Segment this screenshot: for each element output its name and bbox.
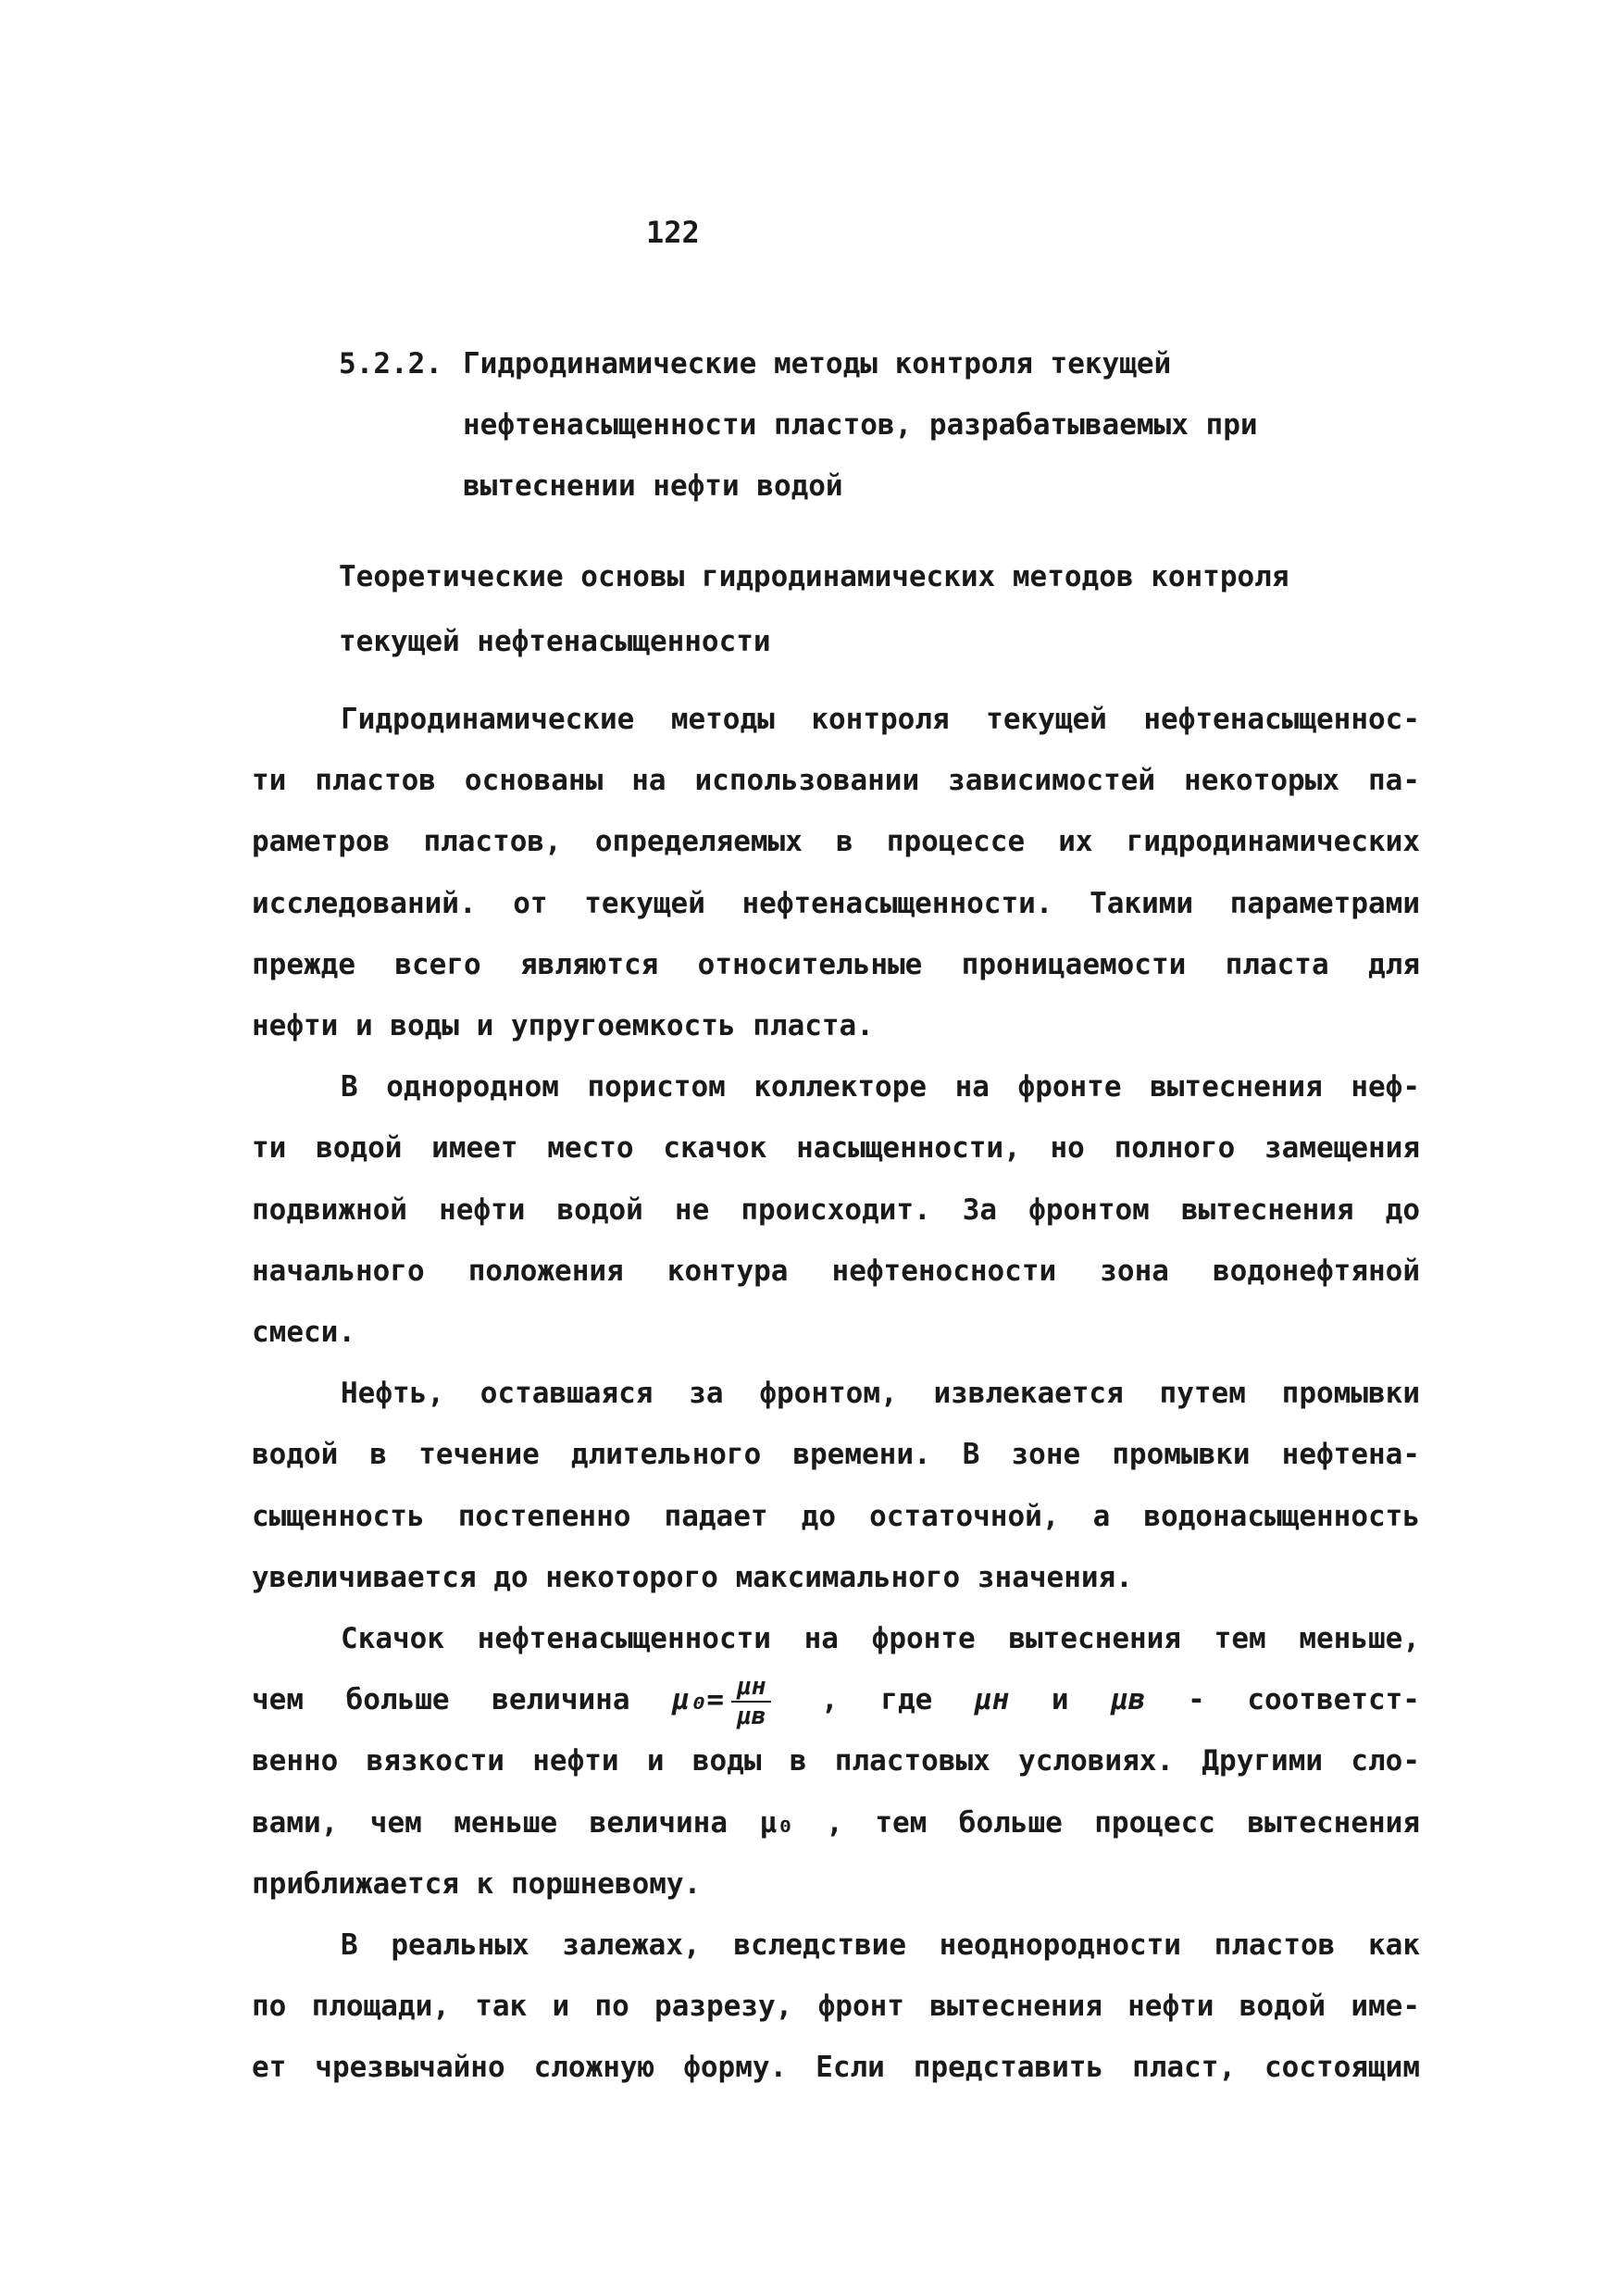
subheading	[339, 544, 1403, 674]
paragraph	[252, 1363, 1420, 1608]
text-line: исследований. от текущей нефтенасыщенности. Такими параметрами	[252, 886, 1420, 920]
paragraph	[252, 1608, 1420, 1915]
text-line: смеси.	[252, 1316, 355, 1350]
formula-fraction	[731, 1673, 771, 1730]
text-line: сыщенность постепенно падает до остаточной, а водонасыщенность	[252, 1499, 1420, 1533]
section-title	[463, 333, 1389, 517]
fraction-denominator: μв	[737, 1702, 766, 1730]
text-line: прежде всего являются относительные проницаемости пласта для	[252, 947, 1420, 981]
fraction-numerator: μн	[731, 1673, 771, 1703]
page-number: 122	[646, 215, 700, 250]
formula-line	[252, 1669, 1420, 1730]
formula-text: чем больше величина	[252, 1683, 630, 1717]
section-title-line: вытеснении нефти водой	[463, 469, 843, 503]
section-number: 5.2.2.	[339, 347, 442, 381]
text-line: Скачок нефтенасыщенности на фронте вытеснения тем меньше,	[341, 1622, 1420, 1656]
subheading-line: текущей нефтенасыщенности	[339, 625, 771, 658]
paragraph	[252, 1056, 1420, 1363]
text-line: нефти и воды и упругоемкость пласта.	[252, 1009, 874, 1043]
text-line: подвижной нефти водой не происходит. За фронтом вытеснения до	[252, 1192, 1420, 1227]
section-title-line: нефтенасыщенности пластов, разрабатываемых при	[463, 408, 1258, 442]
paragraph	[252, 1915, 1420, 2099]
text-line: В реальных залежах, вследствие неоднородности пластов как	[341, 1928, 1420, 1963]
symbol-mu-n: μн	[974, 1683, 1010, 1717]
formula-lhs: μ₀=	[672, 1683, 725, 1717]
text-line: увеличивается до некоторого максимального значения.	[252, 1560, 1133, 1594]
text-line: Гидродинамические методы контроля текущей нефтенасыщеннос-	[341, 703, 1420, 736]
text-line: ти пластов основаны на использовании зависимостей некоторых па-	[252, 764, 1420, 798]
section-title-line: Гидродинамические методы контроля текущей	[463, 347, 1172, 381]
paragraph	[252, 689, 1420, 1056]
text-line: по площади, так и по разрезу, фронт вытеснения нефти водой име-	[252, 1990, 1420, 2024]
formula-text: - соответст-	[1188, 1683, 1420, 1717]
subheading-line: Теоретические основы гидродинамических методов контроля	[339, 560, 1289, 593]
text-line: Нефть, оставшаяся за фронтом, извлекается путем промывки	[341, 1377, 1420, 1411]
text-line: водой в течение длительного времени. В зоне промывки нефтена-	[252, 1438, 1420, 1472]
text-line: венно вязкости нефти и воды в пластовых условиях. Другими сло-	[252, 1744, 1420, 1778]
body-text	[252, 689, 1420, 2099]
text-line: ти водой имеет место скачок насыщенности, но полного замещения	[252, 1131, 1420, 1166]
text-line: начального положения контура нефтеносности зона водонефтяной	[252, 1254, 1420, 1288]
text-line: В однородном пористом коллекторе на фронте вытеснения неф-	[341, 1070, 1420, 1104]
text-line: раметров пластов, определяемых в процессе их гидродинамических	[252, 825, 1420, 859]
formula-text: и	[1051, 1683, 1069, 1717]
text-line: ет чрезвычайно сложную форму. Если представить пласт, состоящим	[252, 2051, 1420, 2085]
symbol-mu-v: μв	[1111, 1683, 1146, 1717]
formula-text: , где	[821, 1683, 933, 1717]
text-line: вами, чем меньше величина μ₀ , тем больше процесс вытеснения	[252, 1805, 1420, 1840]
text-line: приближается к поршневому.	[252, 1866, 702, 1901]
